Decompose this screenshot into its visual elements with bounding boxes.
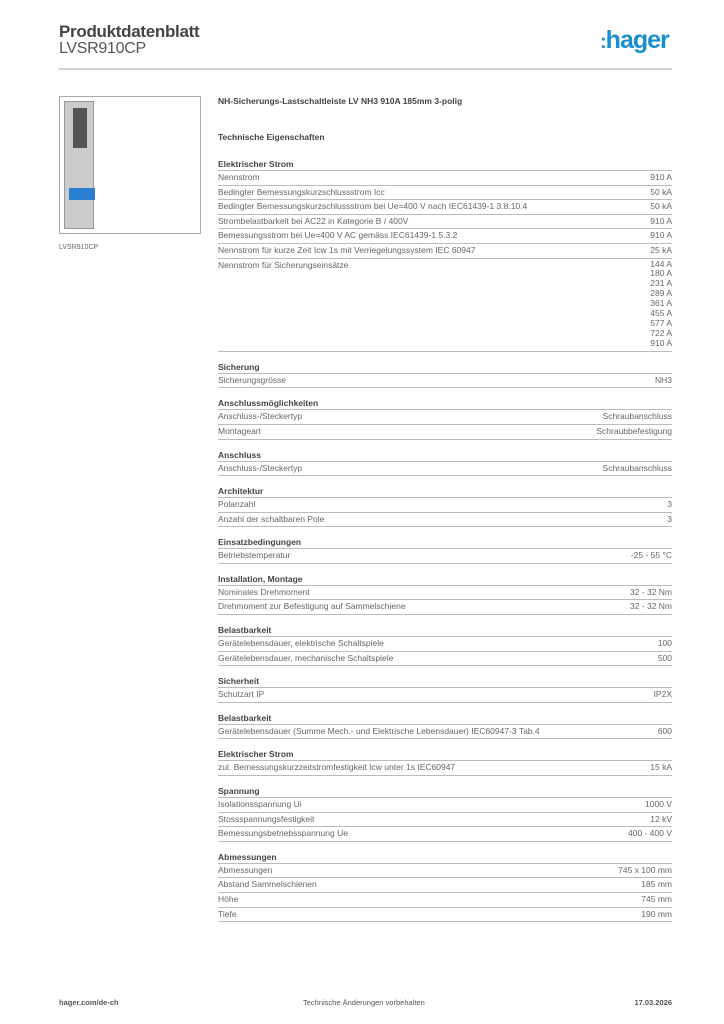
spec-value: 745 mm <box>641 894 672 904</box>
product-code: LVSR910CP <box>59 40 146 57</box>
section-heading: Anschlussmöglichkeiten <box>218 397 672 410</box>
section-heading: Anschluss <box>218 449 672 462</box>
spec-label: Gerätelebensdauer, elektrische Schaltspiele <box>218 638 384 649</box>
spec-row <box>218 893 672 908</box>
spec-value: 3 <box>667 513 672 524</box>
spec-label: Bedingter Bemessungskurzschlussstrom Icc <box>218 186 385 197</box>
image-caption: LVSR910CP <box>59 244 99 251</box>
spec-label: zul. Bemessungskurzzeitstromfestigkeit Icw unter 1s IEC60947 <box>218 762 456 773</box>
section-heading: Belastbarkeit <box>218 624 672 637</box>
spec-row <box>218 259 672 352</box>
spec-label: Höhe <box>218 894 239 904</box>
spec-section <box>218 785 672 842</box>
spec-label: Anzahl der schaltbaren Pole <box>218 513 325 524</box>
spec-row <box>218 652 672 667</box>
spec-row <box>218 600 672 615</box>
section-heading: Belastbarkeit <box>218 712 672 725</box>
spec-label: Gerätelebensdauer, mechanische Schaltspiele <box>218 652 394 663</box>
spec-section <box>218 485 672 527</box>
section-heading: Elektrischer Strom <box>218 748 672 761</box>
spec-section <box>218 712 672 740</box>
spec-value: Schraubanschluss <box>602 411 672 422</box>
spec-row <box>218 425 672 440</box>
spec-section <box>218 449 672 477</box>
spec-section <box>218 675 672 703</box>
spec-value: 745 x 100 mm <box>618 864 672 875</box>
spec-row <box>218 513 672 528</box>
spec-value: 144 A <box>650 258 672 269</box>
spec-row <box>218 186 672 201</box>
spec-row <box>218 761 672 776</box>
spec-value: 50 kA <box>650 186 672 197</box>
spec-label: Nennstrom für Sicherungseinsätze <box>218 259 349 270</box>
spec-value: 455 A <box>650 308 672 319</box>
spec-value: 3 <box>667 499 672 510</box>
spec-row <box>218 725 672 740</box>
spec-section <box>218 851 672 922</box>
section-heading: Einsatzbedingungen <box>218 536 672 549</box>
spec-section <box>218 748 672 776</box>
spec-section <box>218 361 672 389</box>
spec-row <box>218 215 672 230</box>
spec-values <box>650 259 672 351</box>
spec-row <box>218 586 672 601</box>
spec-row <box>218 637 672 652</box>
spec-value: 910 A <box>650 215 672 226</box>
spec-value: 180 A <box>650 268 672 279</box>
spec-label: Nennstrom für kurze Zeit Icw 1s mit Verriegelungssystem IEC 60947 <box>218 244 476 255</box>
spec-value: 910 A <box>650 230 672 241</box>
spec-label: Tiefe <box>218 908 237 919</box>
spec-row <box>218 410 672 425</box>
spec-value: Schraubanschluss <box>602 462 672 473</box>
spec-label: Polanzahl <box>218 499 256 510</box>
spec-section <box>218 573 672 615</box>
spec-value: 600 <box>657 725 672 736</box>
spec-value: 32 - 32 Nm <box>629 601 672 612</box>
spec-value: 722 A <box>650 327 672 338</box>
spec-row <box>218 244 672 259</box>
section-heading: Architektur <box>218 485 672 498</box>
spec-row <box>218 798 672 813</box>
spec-label: Schutzart IP <box>218 689 265 700</box>
spec-value: 577 A <box>650 318 672 328</box>
spec-value: 289 A <box>650 288 672 299</box>
spec-row <box>218 688 672 703</box>
spec-label: Isolationsspannung Ui <box>218 799 302 810</box>
spec-row <box>218 171 672 186</box>
spec-label: Stossspannungsfestigkeit <box>218 813 315 824</box>
section-heading: Installation, Montage <box>218 573 672 586</box>
spec-label: Nennstrom <box>218 172 260 182</box>
product-image <box>59 96 201 234</box>
spec-row <box>218 229 672 244</box>
spec-section <box>218 397 672 439</box>
spec-value: 231 A <box>650 278 672 289</box>
spec-value: 12 kV <box>650 813 672 824</box>
spec-label: Anschluss-/Steckertyp <box>218 411 303 422</box>
footer-date: 17.03.2026 <box>634 998 672 1007</box>
section-heading: Spannung <box>218 785 672 798</box>
product-name: NH-Sicherungs-Lastschaltleiste LV NH3 910A 185mm 3-polig <box>218 96 463 106</box>
spec-value: 400 - 400 V <box>628 828 672 839</box>
spec-section <box>218 536 672 564</box>
spec-row <box>218 462 672 477</box>
spec-value: Schraubbefestigung <box>596 425 672 436</box>
spec-row <box>218 878 672 893</box>
spec-row <box>218 813 672 828</box>
spec-value: 190 mm <box>641 908 672 919</box>
spec-label: Gerätelebensdauer (Summe Mech.- und Elektrische Lebensdauer) IEC60947-3 Tab.4 <box>218 725 540 736</box>
spec-label: Betriebstemperatur <box>218 550 291 561</box>
section-heading: Elektrischer Strom <box>218 158 672 171</box>
spec-row <box>218 864 672 879</box>
spec-label: Abstand Sammelschienen <box>218 879 317 890</box>
spec-label: Anschluss-/Steckertyp <box>218 462 303 473</box>
spec-row <box>218 498 672 513</box>
spec-row <box>218 374 672 389</box>
section-heading: Sicherheit <box>218 675 672 688</box>
hager-logo: :hager <box>600 26 669 54</box>
spec-value: 361 A <box>650 298 672 309</box>
spec-value: -25 - 55 °C <box>630 550 672 561</box>
spec-label: Nominales Drehmoment <box>218 586 310 597</box>
spec-label: Bedingter Bemessungskurzschlussstrom bei Ue=400 V nach IEC61439-1 3.8.10.4 <box>218 201 528 212</box>
spec-value: 25 kA <box>650 244 672 255</box>
spec-label: Drehmoment zur Befestigung auf Sammelschiene <box>218 601 406 612</box>
spec-label: Montageart <box>218 425 261 436</box>
spec-label: Bemessungsstrom bei Ue=400 V AC gemäss IEC61439-1 5.3.2 <box>218 230 458 241</box>
spec-value: 1000 V <box>645 799 672 810</box>
spec-section <box>218 624 672 666</box>
spec-label: Sicherungsgrösse <box>218 374 287 385</box>
section-heading: Sicherung <box>218 361 672 374</box>
footer-note: Technische Änderungen vorbehalten <box>303 998 425 1007</box>
spec-row <box>218 827 672 842</box>
spec-value: 910 A <box>650 172 672 182</box>
page-title: Produktdatenblatt <box>59 22 200 41</box>
header-divider <box>59 68 672 70</box>
spec-label: Abmessungen <box>218 864 273 875</box>
spec-section <box>218 158 672 352</box>
spec-label: Strombelastbarkeit bei AC22 in Kategorie B / 400V <box>218 215 409 226</box>
spec-value: 32 - 32 Nm <box>629 586 672 597</box>
spec-content <box>218 96 672 931</box>
spec-value: 185 mm <box>641 879 672 890</box>
spec-value: 15 kA <box>650 762 672 773</box>
section-heading: Abmessungen <box>218 851 672 864</box>
footer-website[interactable]: hager.com/de-ch <box>59 998 119 1007</box>
spec-row <box>218 549 672 564</box>
spec-value: 100 <box>657 638 672 649</box>
tech-heading: Technische Eigenschaften <box>218 132 325 142</box>
spec-value: 500 <box>657 652 672 663</box>
spec-row <box>218 200 672 215</box>
spec-row <box>218 908 672 923</box>
spec-label: Bemessungsbetriebsspannung Ue <box>218 828 348 839</box>
spec-value: NH3 <box>654 374 672 385</box>
spec-value: IP2X <box>653 689 672 700</box>
spec-value: 50 kA <box>650 201 672 212</box>
spec-value: 910 A <box>650 337 672 348</box>
